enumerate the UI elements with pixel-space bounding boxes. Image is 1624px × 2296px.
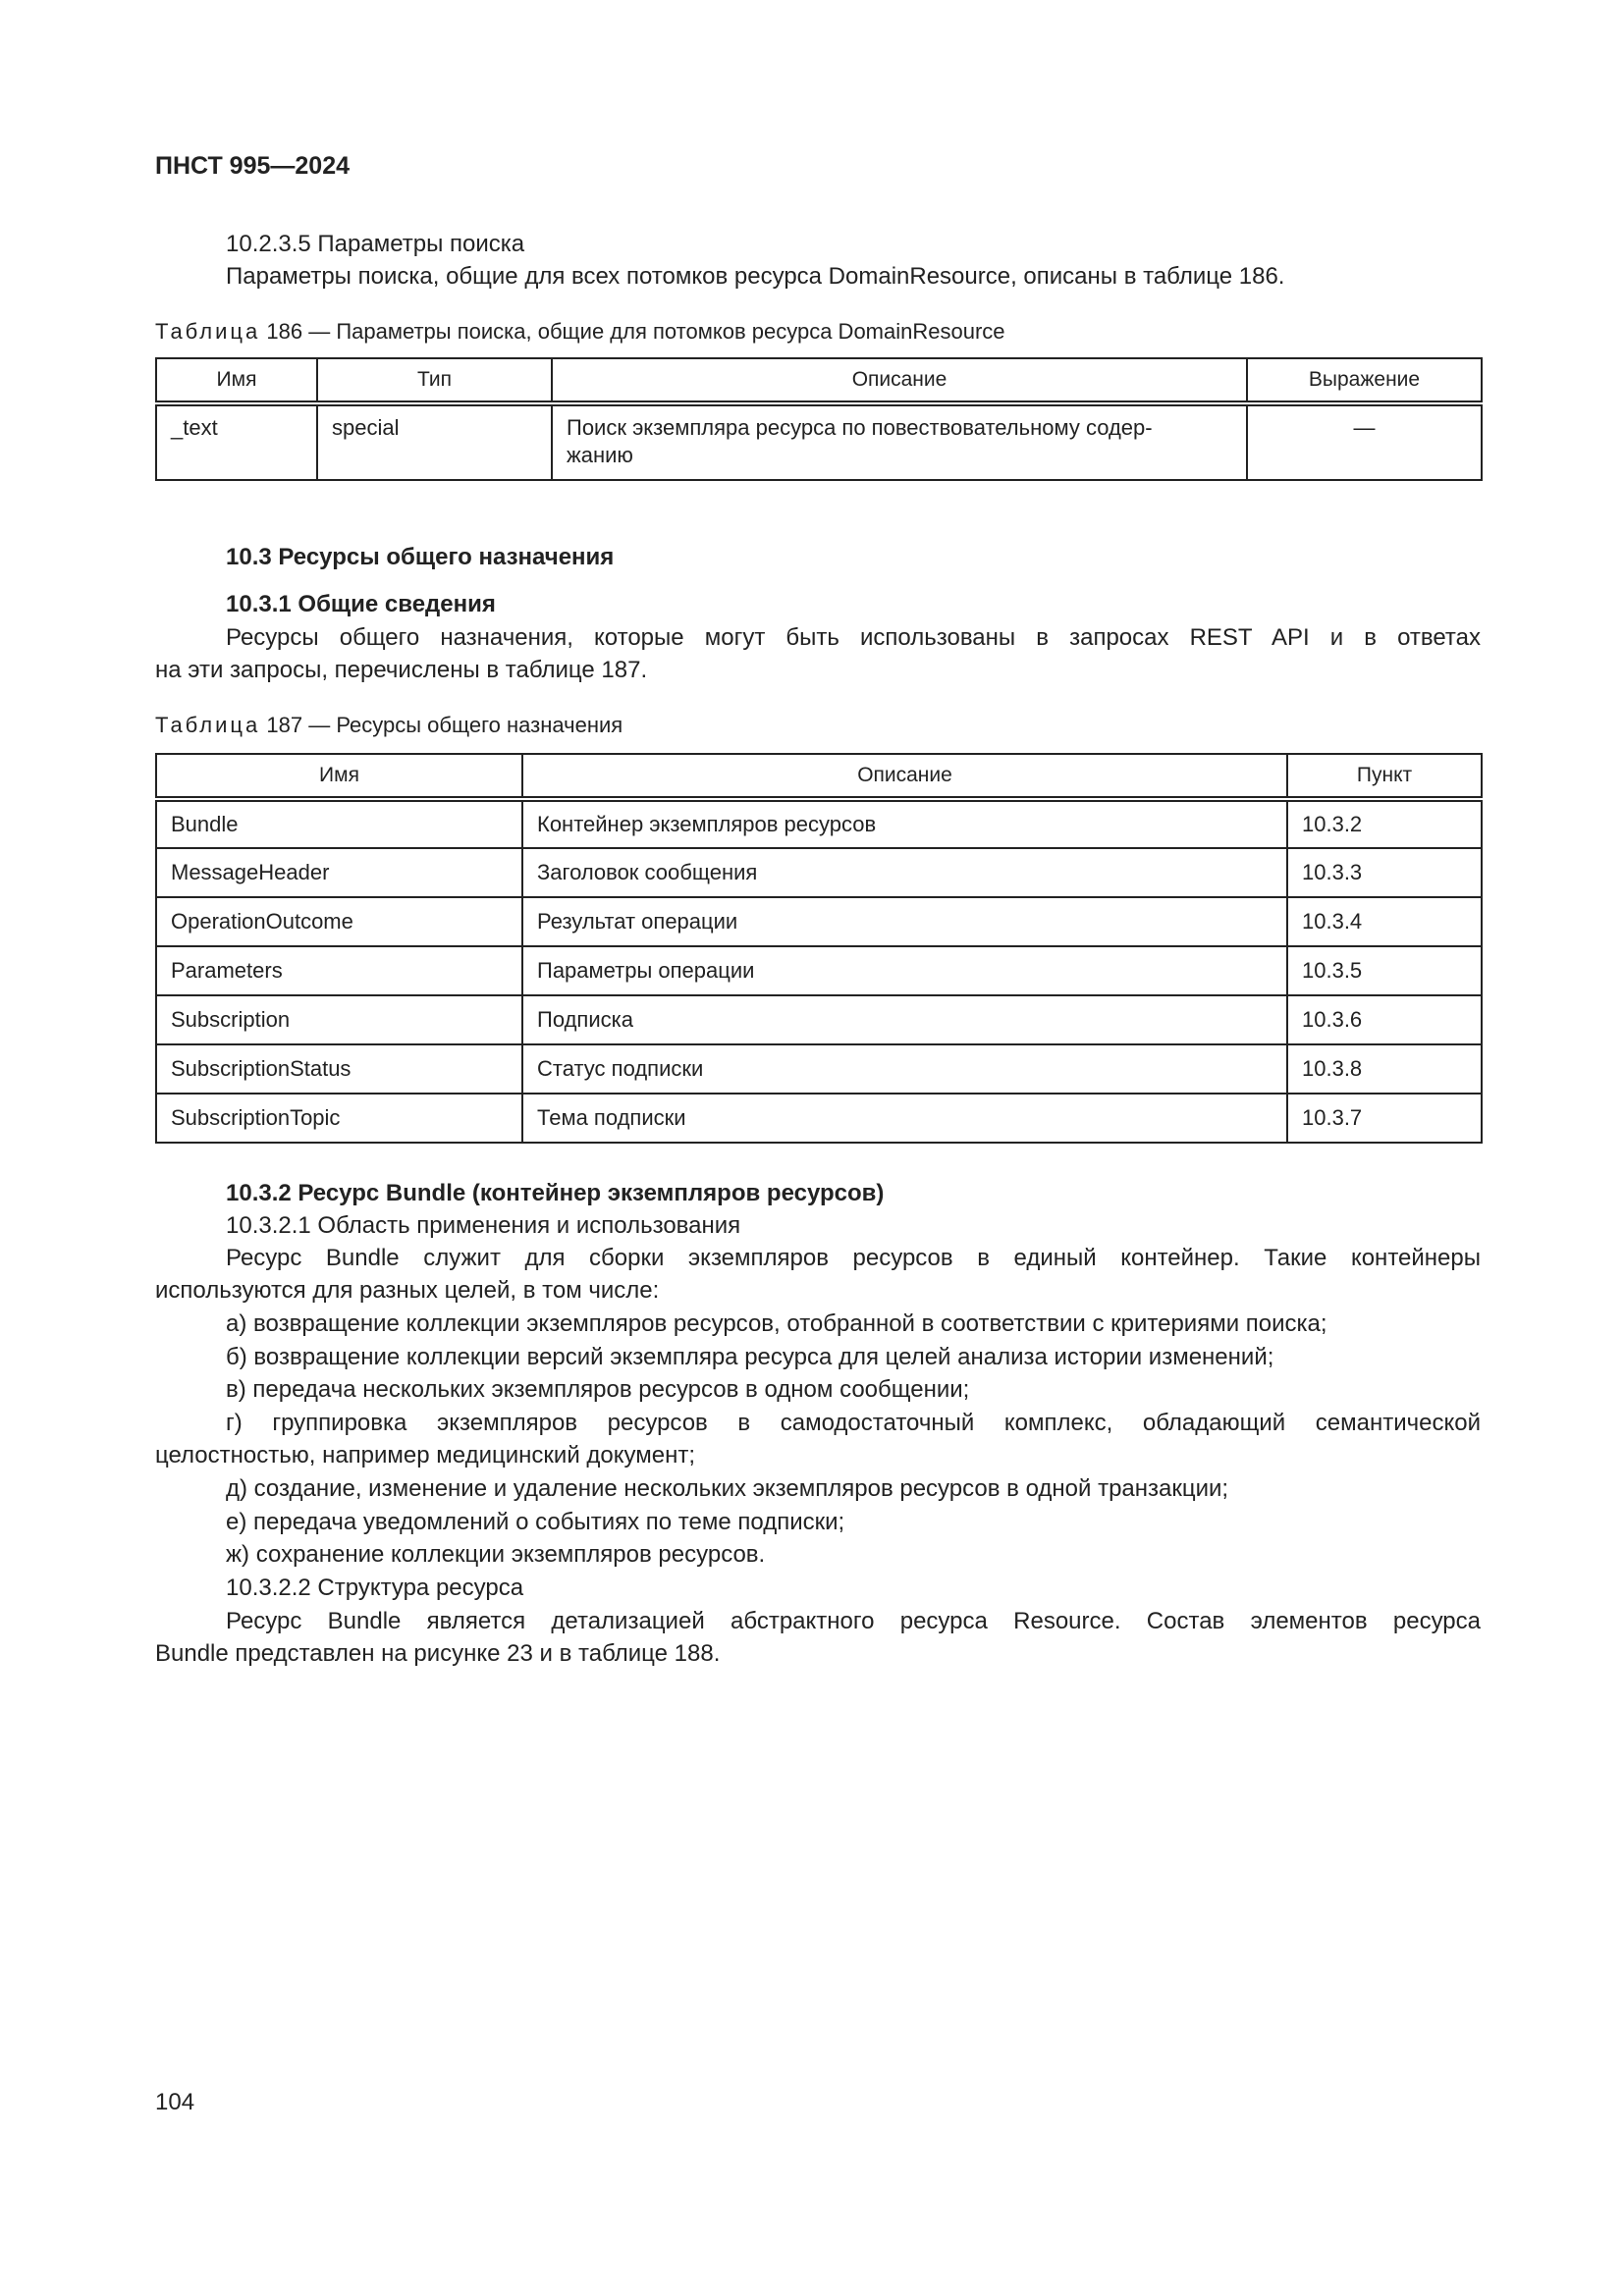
table-row: [156, 403, 1482, 480]
caption-label: Таблица: [155, 319, 261, 344]
paragraph: Ресурс Bundle служит для сборки экземпляров ресурсов в единый контейнер. Такие контейнеры: [226, 1245, 1481, 1271]
subsection-heading-10-3-2-1: 10.3.2.1 Область применения и использования: [226, 1212, 741, 1239]
cell-name: SubscriptionStatus: [156, 1044, 522, 1094]
list-item: в) передача нескольких экземпляров ресурсов в одном сообщении;: [226, 1376, 970, 1403]
list-item: ж) сохранение коллекции экземпляров ресурсов.: [226, 1541, 766, 1568]
column-header: Описание: [522, 754, 1287, 799]
table-186: [155, 357, 1483, 481]
page-number: 104: [155, 2089, 195, 2115]
table-row: [156, 799, 1482, 848]
cell-description: Контейнер экземпляров ресурсов: [522, 799, 1287, 848]
table-row: [156, 995, 1482, 1044]
cell-clause: 10.3.6: [1287, 995, 1482, 1044]
cell-name: Parameters: [156, 946, 522, 995]
cell-name: MessageHeader: [156, 848, 522, 897]
section-heading-10-3-2: 10.3.2 Ресурс Bundle (контейнер экземпляров ресурсов): [226, 1180, 885, 1206]
cell-description: Статус подписки: [522, 1044, 1287, 1094]
table-187: [155, 753, 1483, 1144]
list-item: д) создание, изменение и удаление нескольких экземпляров ресурсов в одной транзакции;: [226, 1475, 1229, 1502]
list-item: г) группировка экземпляров ресурсов в самодостаточный комплекс, обладающий семантической: [226, 1410, 1481, 1436]
paragraph-continuation: Bundle представлен на рисунке 23 и в таблице 188.: [155, 1640, 721, 1667]
caption-text: 186 — Параметры поиска, общие для потомков ресурса DomainResource: [266, 319, 1005, 344]
cell-name: SubscriptionTopic: [156, 1094, 522, 1143]
column-header: Пункт: [1287, 754, 1482, 799]
column-header: Описание: [552, 358, 1247, 403]
paragraph-continuation: на эти запросы, перечислены в таблице 187.: [155, 657, 648, 683]
table-header-row: [156, 754, 1482, 799]
table-row: [156, 848, 1482, 897]
list-item: е) передача уведомлений о событиях по теме подписки;: [226, 1509, 845, 1535]
paragraph-continuation: используются для разных целей, в том числе:: [155, 1277, 660, 1304]
description-line: Поиск экземпляра ресурса по повествовательному содер-: [567, 415, 1153, 440]
column-header: Тип: [317, 358, 552, 403]
section-heading-10-2-3-5: 10.2.3.5 Параметры поиска: [226, 231, 525, 257]
cell-clause: 10.3.7: [1287, 1094, 1482, 1143]
cell-type: special: [317, 403, 552, 480]
subsection-heading-10-3-2-2: 10.3.2.2 Структура ресурса: [226, 1575, 524, 1601]
cell-clause: 10.3.8: [1287, 1044, 1482, 1094]
table-row: [156, 1094, 1482, 1143]
cell-clause: 10.3.2: [1287, 799, 1482, 848]
section-heading-10-3: 10.3 Ресурсы общего назначения: [226, 544, 615, 570]
cell-description: Результат операции: [522, 897, 1287, 946]
cell-name: OperationOutcome: [156, 897, 522, 946]
cell-clause: 10.3.4: [1287, 897, 1482, 946]
column-header: Выражение: [1247, 358, 1482, 403]
description-line: жанию: [567, 443, 633, 467]
cell-description: [552, 403, 1247, 480]
table-186-caption: [155, 315, 1481, 347]
paragraph: Ресурс Bundle является детализацией абстрактного ресурса Resource. Состав элементов ресурса: [226, 1608, 1481, 1634]
section-heading-10-3-1: 10.3.1 Общие сведения: [226, 591, 496, 617]
cell-name: _text: [156, 403, 317, 480]
table-row: [156, 1044, 1482, 1094]
caption-label: Таблица: [155, 713, 261, 737]
list-item: б) возвращение коллекции версий экземпляра ресурса для целей анализа истории изменений;: [226, 1344, 1274, 1370]
list-item-continuation: целостностью, например медицинский документ;: [155, 1442, 696, 1468]
table-header-row: [156, 358, 1482, 403]
table-row: [156, 897, 1482, 946]
paragraph: Параметры поиска, общие для всех потомков ресурса DomainResource, описаны в таблице 186.: [226, 263, 1285, 290]
column-header: Имя: [156, 754, 522, 799]
cell-description: Тема подписки: [522, 1094, 1287, 1143]
cell-name: Bundle: [156, 799, 522, 848]
document-code: ПНСТ 995—2024: [155, 152, 350, 180]
cell-description: Параметры операции: [522, 946, 1287, 995]
cell-expression: —: [1247, 403, 1482, 480]
cell-clause: 10.3.3: [1287, 848, 1482, 897]
caption-text: 187 — Ресурсы общего назначения: [266, 713, 623, 737]
list-item: а) возвращение коллекции экземпляров ресурсов, отобранной в соответствии с критериями поиска;: [226, 1310, 1327, 1337]
table-187-caption: [155, 709, 1481, 741]
cell-description: Заголовок сообщения: [522, 848, 1287, 897]
cell-name: Subscription: [156, 995, 522, 1044]
paragraph: Ресурсы общего назначения, которые могут быть использованы в запросах REST API и в ответах: [226, 624, 1481, 651]
column-header: Имя: [156, 358, 317, 403]
table-row: [156, 946, 1482, 995]
cell-description: Подписка: [522, 995, 1287, 1044]
cell-clause: 10.3.5: [1287, 946, 1482, 995]
